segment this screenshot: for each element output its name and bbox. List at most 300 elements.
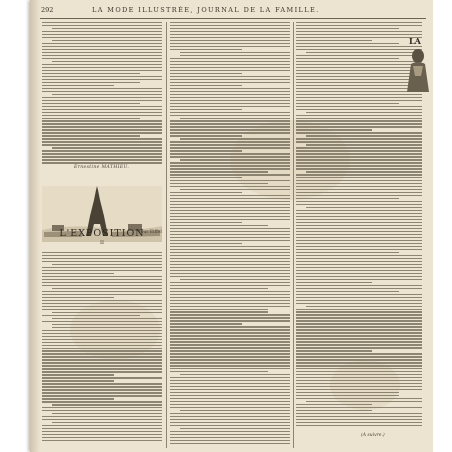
text-line [170, 237, 290, 238]
text-line [170, 431, 290, 432]
text-line [170, 141, 290, 142]
text-line [296, 404, 372, 405]
text-line [42, 356, 162, 357]
text-line [42, 350, 162, 351]
text-line [42, 419, 162, 420]
section-number: II [100, 240, 104, 246]
text-line [42, 159, 162, 160]
text-line [52, 94, 162, 95]
text-line [296, 37, 422, 38]
text-line [296, 344, 422, 345]
text-line [170, 216, 290, 217]
text-line [296, 246, 422, 247]
text-line [170, 147, 290, 148]
text-line [296, 109, 422, 110]
text-line [296, 410, 372, 411]
text-line [180, 138, 290, 139]
text-line [42, 267, 162, 268]
text-line [42, 434, 162, 435]
text-line [170, 353, 290, 354]
column-divider [293, 22, 294, 448]
text-line [296, 297, 422, 298]
text-line [42, 255, 162, 256]
text-line [170, 79, 290, 80]
text-line [170, 73, 242, 74]
text-line [170, 43, 290, 44]
text-line [296, 198, 399, 199]
text-line [170, 294, 290, 295]
text-line [296, 353, 422, 354]
text-line [296, 279, 422, 280]
text-line [296, 153, 422, 154]
text-line [170, 228, 290, 229]
text-line [296, 141, 422, 142]
text-line [42, 294, 162, 295]
text-line [296, 28, 399, 29]
text-line [170, 31, 290, 32]
text-line [296, 132, 422, 133]
text-line [170, 162, 290, 163]
text-line [170, 49, 242, 50]
text-line [296, 183, 422, 184]
text-line [296, 189, 422, 190]
text-line [296, 329, 422, 330]
text-line [170, 243, 242, 244]
next-page-title-fragment: LA [409, 36, 421, 46]
text-line [180, 52, 290, 53]
text-line [170, 416, 290, 417]
text-line [296, 103, 399, 104]
text-line [296, 362, 422, 363]
text-line [52, 422, 162, 423]
text-line [170, 132, 290, 133]
text-line [42, 88, 162, 89]
text-line [296, 43, 399, 44]
text-line [42, 106, 162, 107]
text-line [170, 234, 290, 235]
text-line [170, 264, 290, 265]
text-line [42, 368, 162, 369]
text-line [296, 359, 422, 360]
text-line [42, 300, 162, 301]
text-line [296, 386, 422, 387]
text-line [52, 40, 162, 41]
text-line [42, 359, 162, 360]
text-line [170, 129, 290, 130]
text-line [170, 126, 290, 127]
text-line [170, 165, 290, 166]
text-line [296, 419, 422, 420]
page-number: 292 [41, 6, 54, 14]
text-line [296, 303, 422, 304]
text-line [42, 109, 162, 110]
text-line [170, 398, 290, 399]
text-line [170, 168, 290, 169]
text-line [170, 356, 290, 357]
text-line [42, 22, 162, 23]
text-line [296, 377, 422, 378]
header-rule [40, 18, 426, 19]
text-line [170, 70, 290, 71]
text-line [42, 291, 162, 292]
text-line [170, 76, 290, 77]
text-line [42, 132, 162, 133]
text-line [42, 112, 162, 113]
text-line [170, 300, 290, 301]
text-line [296, 126, 422, 127]
text-line [180, 428, 290, 429]
text-line [296, 422, 422, 423]
text-line [42, 309, 162, 310]
text-line [42, 58, 162, 59]
text-line [170, 100, 290, 101]
text-line [42, 64, 162, 65]
text-line [296, 288, 422, 289]
text-line [180, 55, 290, 56]
text-line [170, 115, 290, 116]
text-line [306, 112, 422, 113]
text-line [170, 404, 290, 405]
text-line [296, 237, 422, 238]
text-line [170, 413, 290, 414]
text-line [296, 58, 399, 59]
text-line [42, 67, 162, 68]
running-title: LA MODE ILLUSTRÉE, JOURNAL DE LA FAMILLE. [92, 6, 320, 14]
text-line [296, 368, 422, 369]
text-line [42, 336, 162, 337]
text-line [42, 398, 114, 399]
text-line [296, 285, 422, 286]
text-line [170, 109, 242, 110]
text-line [296, 150, 422, 151]
text-line [52, 404, 162, 405]
text-line [296, 413, 422, 414]
text-line [42, 100, 162, 101]
text-line [170, 225, 268, 226]
text-line [170, 240, 290, 241]
text-line [42, 85, 114, 86]
text-line [42, 118, 140, 119]
text-line [296, 216, 422, 217]
text-line [42, 339, 162, 340]
text-line [42, 345, 162, 346]
text-line [180, 189, 290, 190]
text-line [296, 314, 422, 315]
text-line [170, 344, 290, 345]
text-line [170, 285, 290, 286]
text-line [42, 126, 162, 127]
text-line [170, 335, 290, 336]
text-line [42, 315, 140, 316]
text-line [170, 37, 290, 38]
text-line [52, 264, 162, 265]
text-line [296, 186, 422, 187]
text-line [42, 401, 162, 402]
text-line [42, 273, 114, 274]
text-line [170, 22, 290, 23]
text-line [170, 368, 290, 369]
text-line [42, 97, 162, 98]
text-line [170, 291, 290, 292]
text-line [170, 288, 268, 289]
text-line [170, 192, 242, 193]
text-line [42, 70, 162, 71]
text-line [296, 261, 422, 262]
text-line [296, 201, 422, 202]
text-line [170, 210, 290, 211]
text-line [42, 31, 162, 32]
text-line [170, 407, 290, 408]
text-line [170, 419, 290, 420]
text-line [42, 365, 162, 366]
text-line [52, 413, 162, 414]
text-line [42, 141, 162, 142]
text-line [296, 118, 422, 119]
fashion-vignette-illustration [402, 46, 433, 94]
text-line [170, 34, 290, 35]
text-line [296, 270, 422, 271]
page-header [30, 6, 433, 18]
text-line [180, 118, 290, 119]
text-line [170, 94, 290, 95]
text-line [170, 317, 290, 318]
text-line [170, 222, 242, 223]
text-line [296, 395, 399, 396]
text-line [170, 231, 290, 232]
text-line [42, 55, 162, 56]
text-line [170, 314, 290, 315]
text-line [52, 312, 162, 313]
text-line [42, 392, 162, 393]
text-line [170, 40, 290, 41]
text-line [296, 300, 422, 301]
text-line [296, 34, 422, 35]
text-line [170, 88, 290, 89]
text-line [170, 425, 290, 426]
text-line [296, 374, 422, 375]
text-line [170, 213, 290, 214]
text-line [42, 270, 162, 271]
text-line [296, 40, 372, 41]
body-text-block [42, 252, 162, 448]
text-line [170, 249, 290, 250]
text-line [296, 398, 422, 399]
body-text-block [42, 22, 162, 174]
text-line [170, 437, 290, 438]
text-line [42, 115, 162, 116]
text-line [170, 329, 290, 330]
text-line [42, 377, 162, 378]
text-line [42, 428, 162, 429]
continuation-note: (A suivre.) [361, 433, 385, 438]
text-line [170, 332, 290, 333]
text-line [42, 285, 162, 286]
text-line [170, 61, 290, 62]
text-line [296, 264, 422, 265]
text-line [170, 46, 290, 47]
text-line [170, 106, 290, 107]
text-line [42, 407, 162, 408]
text-line [296, 147, 422, 148]
text-line [170, 347, 290, 348]
text-line [296, 165, 422, 166]
text-line [296, 210, 422, 211]
text-line [296, 258, 422, 259]
text-line [296, 231, 422, 232]
text-line [170, 371, 268, 372]
text-line [170, 25, 290, 26]
text-line [296, 213, 422, 214]
text-line [296, 115, 422, 116]
column-divider [166, 22, 167, 448]
text-line [42, 437, 162, 438]
text-line [170, 28, 290, 29]
text-line [296, 120, 422, 121]
text-line [42, 144, 162, 145]
text-line [180, 159, 290, 160]
text-line [170, 350, 290, 351]
text-line [42, 261, 162, 262]
text-line [296, 204, 422, 205]
text-line [296, 123, 422, 124]
text-line [296, 309, 422, 310]
text-line [42, 389, 162, 390]
text-line [170, 365, 290, 366]
text-line [170, 401, 290, 402]
text-line [296, 380, 422, 381]
text-line [170, 186, 290, 187]
text-line [170, 297, 290, 298]
text-line [296, 425, 422, 426]
text-line [296, 159, 422, 160]
text-line [296, 392, 399, 393]
text-line [170, 261, 290, 262]
text-line [42, 46, 162, 47]
section-title: L'EXPOSITION [59, 228, 145, 239]
text-line [42, 386, 162, 387]
text-line [306, 401, 422, 402]
newspaper-page [30, 0, 433, 452]
text-line [170, 443, 290, 444]
text-line [306, 306, 422, 307]
text-line [170, 434, 290, 435]
text-line [42, 321, 162, 322]
text-line [296, 356, 422, 357]
text-line [170, 311, 268, 312]
text-line [170, 207, 290, 208]
text-line [296, 31, 422, 32]
text-line [42, 258, 162, 259]
text-line [42, 431, 162, 432]
text-line [296, 341, 422, 342]
text-line [170, 270, 290, 271]
text-line [296, 180, 422, 181]
text-line [296, 177, 422, 178]
text-line [296, 350, 372, 351]
text-line [42, 91, 162, 92]
text-line [296, 347, 422, 348]
text-line [42, 82, 140, 83]
text-line [170, 177, 242, 178]
text-line [170, 359, 290, 360]
text-line [170, 201, 290, 202]
text-line [42, 49, 162, 50]
text-line [170, 252, 290, 253]
text-line [296, 174, 422, 175]
text-line [296, 97, 422, 98]
text-line [170, 383, 290, 384]
text-line [42, 410, 162, 411]
text-line [52, 288, 162, 289]
text-line [296, 338, 422, 339]
text-line [296, 25, 422, 26]
text-line [170, 150, 242, 151]
text-line [42, 79, 162, 80]
text-line [42, 76, 162, 77]
text-line [296, 252, 399, 253]
text-line [296, 129, 372, 130]
text-line [42, 252, 162, 253]
text-line [296, 255, 422, 256]
text-line [170, 58, 290, 59]
text-line [296, 22, 422, 23]
text-line [170, 153, 290, 154]
text-line [296, 225, 422, 226]
text-line [180, 279, 290, 280]
text-line [170, 97, 290, 98]
illustration-caption: Tour Eiffel [138, 230, 162, 235]
text-line [42, 138, 162, 139]
text-line [170, 82, 290, 83]
text-line [42, 330, 162, 331]
text-line [42, 135, 140, 136]
text-line [42, 306, 162, 307]
text-line [42, 380, 114, 381]
text-line [170, 389, 290, 390]
text-line [42, 37, 162, 38]
section-heading [42, 228, 162, 246]
text-line [296, 267, 422, 268]
text-line [296, 219, 422, 220]
text-line [296, 323, 422, 324]
text-line [296, 249, 422, 250]
text-line [52, 318, 162, 319]
text-line [52, 324, 162, 325]
text-line [42, 153, 162, 154]
text-line [170, 377, 290, 378]
text-line [296, 282, 372, 283]
text-line [42, 297, 114, 298]
text-line [170, 174, 290, 175]
text-line [42, 276, 162, 277]
text-line [170, 198, 290, 199]
text-line [180, 410, 290, 411]
text-line [42, 353, 162, 354]
text-line [170, 103, 290, 104]
text-line [42, 371, 162, 372]
text-line [296, 240, 422, 241]
text-line [170, 303, 290, 304]
text-line [296, 234, 422, 235]
text-line [170, 326, 290, 327]
text-line [296, 273, 422, 274]
text-line [42, 383, 162, 384]
text-line [170, 180, 290, 181]
text-line [42, 374, 114, 375]
text-line [296, 407, 422, 408]
text-line [306, 171, 422, 172]
text-line [296, 156, 422, 157]
